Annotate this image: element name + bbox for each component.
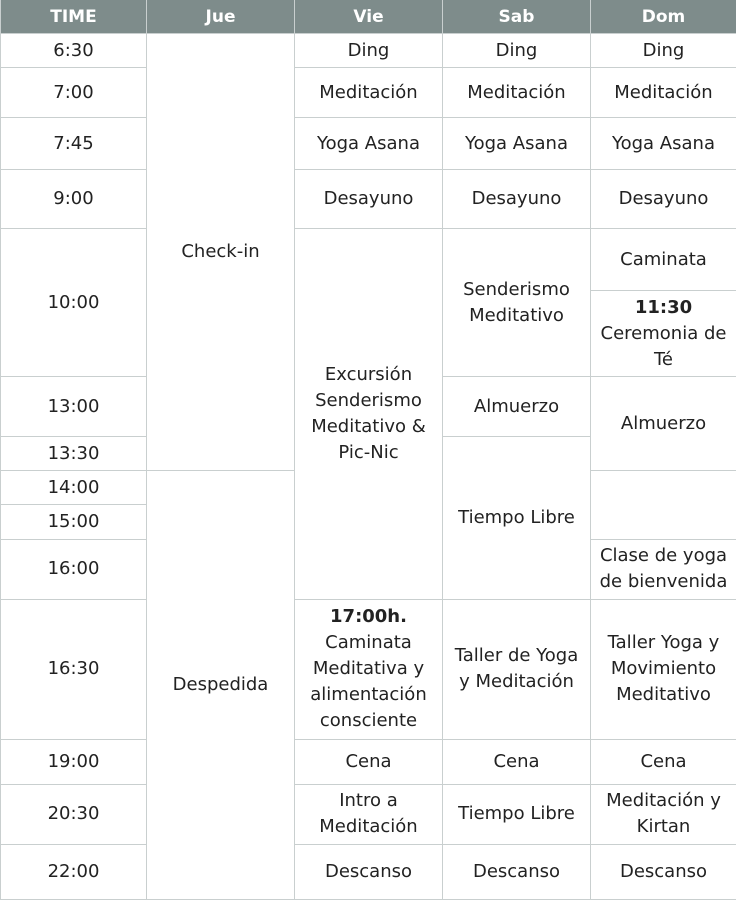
sab-almuerzo: Almuerzo [443,377,591,437]
time-cell: 20:30 [1,784,147,844]
ceremonia-time: 11:30 [634,296,693,318]
dom-almuerzo: Almuerzo [591,377,736,471]
header-vie: Vie [295,0,443,34]
dom-yoga: Yoga Asana [591,118,736,170]
sab-cena: Cena [591,739,736,784]
dom-meditacion: Meditación [591,68,736,118]
jue-cena: Cena [295,739,443,784]
header-row [1,0,736,34]
header-sab: Sab [443,0,591,34]
vie-tiempo-libre: Tiempo Libre [443,784,591,844]
jue-descanso: Descanso [295,844,443,899]
row-0700 [1,68,736,118]
time-cell: 14:00 [1,471,147,505]
time-cell: 7:45 [1,118,147,170]
ceremonia-label: Ceremonia de Té [600,322,727,370]
time-cell: 9:00 [1,170,147,229]
header-time: TIME [1,0,147,34]
sab-taller: Taller Yoga y Movimiento Meditativo [591,599,736,739]
vie-descanso: Descanso [443,844,591,899]
time-cell: 19:00 [1,739,147,784]
time-cell: 10:00 [1,229,147,377]
caminata-label: Caminata Meditativa y alimentación consciente [310,632,427,732]
vie-meditacion: Meditación [295,68,443,118]
jue-intro: Intro a Meditación [295,784,443,844]
dom-despedida: Despedida [147,471,295,900]
time-cell: 13:30 [1,437,147,471]
jue-caminata [295,599,443,739]
sab-ding: Ding [443,34,591,68]
time-cell: 13:00 [1,377,147,437]
vie-cena: Cena [443,739,591,784]
vie-excursion: Excursión Senderismo Meditativo & Pic-Nic [295,229,443,599]
time-cell: 16:30 [1,599,147,739]
vie-yoga: Yoga Asana [295,118,443,170]
row-2200 [1,844,736,899]
sab-meditacion-kirtan: Meditación y Kirtan [591,784,736,844]
time-cell: 6:30 [1,34,147,68]
row-1000-a [1,229,736,291]
vie-ding: Ding [295,34,443,68]
row-0745 [1,118,736,170]
sab-yoga: Yoga Asana [443,118,591,170]
vie-taller: Taller de Yoga y Meditación [443,599,591,739]
header-jue: Jue [147,0,295,34]
jue-checkin: Check-in [147,34,295,471]
caminata-time: 17:00h. [330,606,407,628]
header-dom: Dom [591,0,736,34]
sab-senderismo: Senderismo Meditativo [443,229,591,377]
dom-caminata: Caminata [591,229,736,291]
sab-desayuno: Desayuno [443,170,591,229]
row-2030 [1,784,736,844]
sab-meditacion: Meditación [443,68,591,118]
dom-ceremonia [591,291,736,377]
row-1630 [1,599,736,739]
row-1900 [1,739,736,784]
jue-clase-yoga: Clase de yoga de bienvenida [591,539,736,599]
time-cell: 16:00 [1,539,147,599]
time-cell: 22:00 [1,844,147,899]
dom-ding: Ding [591,34,736,68]
time-cell: 7:00 [1,68,147,118]
sab-descanso: Descanso [591,844,736,899]
sab-tiempo-libre: Tiempo Libre [443,437,591,599]
dom-desayuno: Desayuno [591,170,736,229]
time-cell: 15:00 [1,505,147,539]
row-0630 [1,34,736,68]
row-0900 [1,170,736,229]
vie-desayuno: Desayuno [295,170,443,229]
